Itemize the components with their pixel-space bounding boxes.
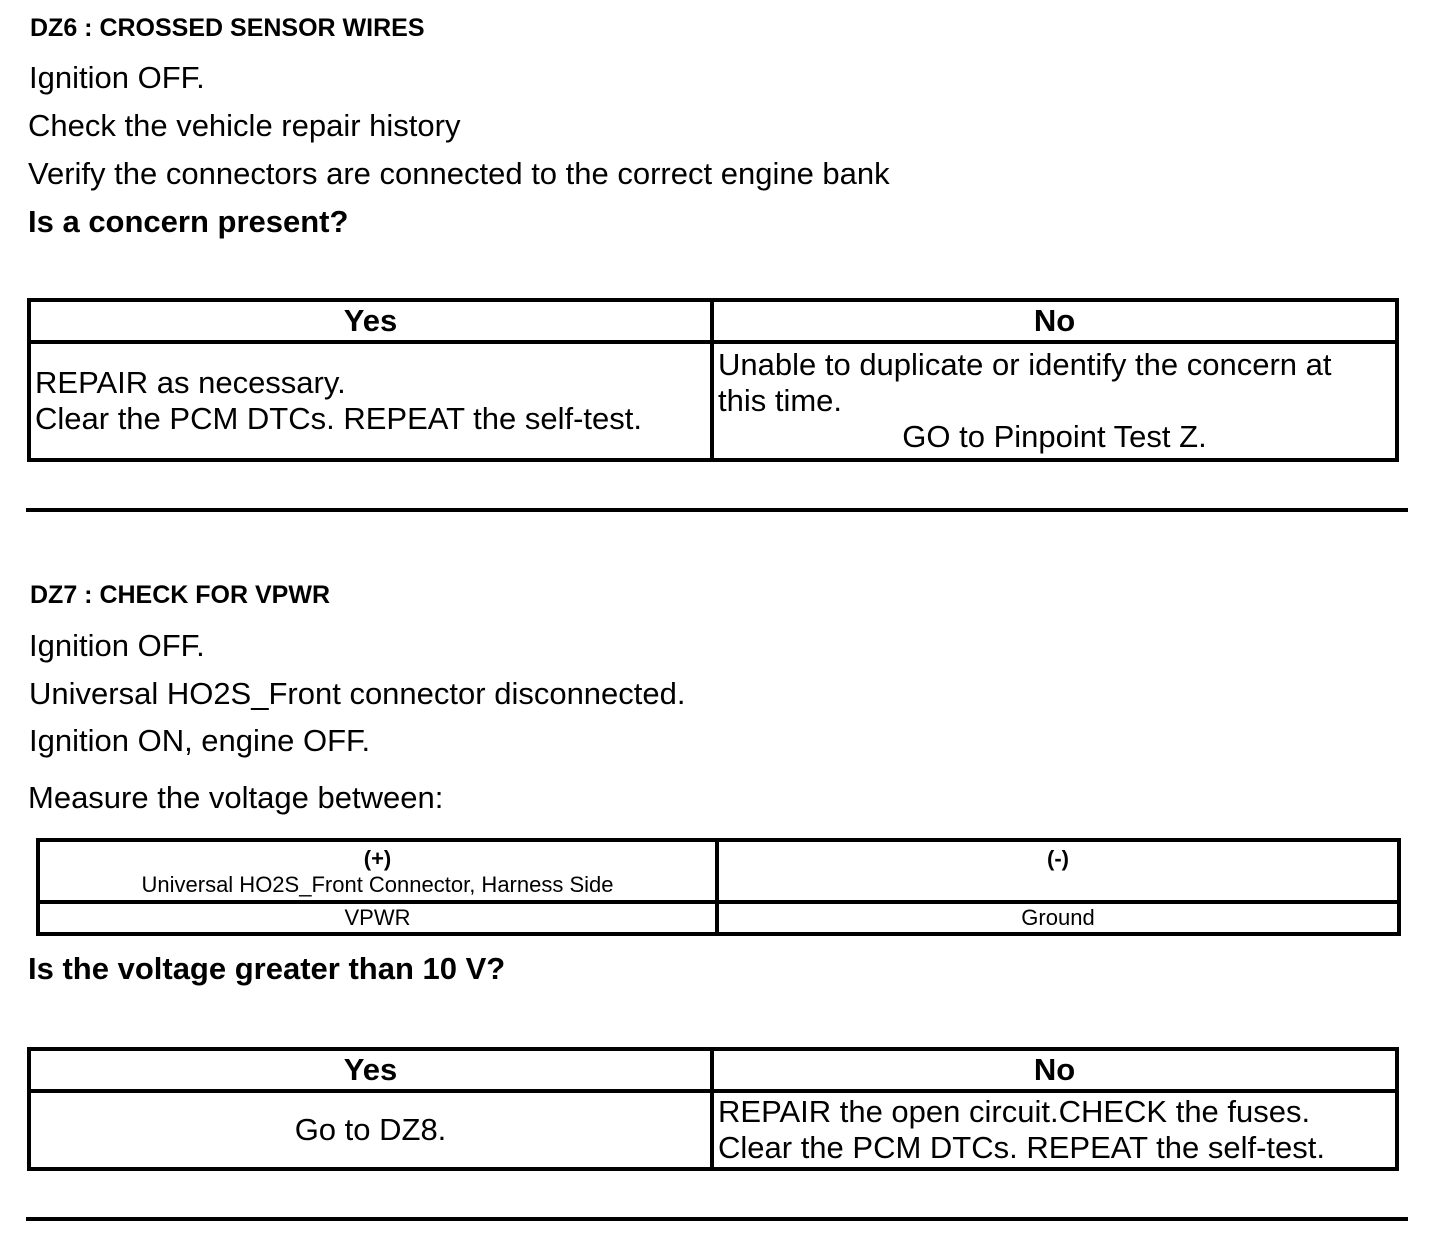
- dz6-yes-cell: [29, 342, 712, 460]
- plus-subheader: Universal HO2S_Front Connector, Harness Side: [141, 872, 614, 897]
- dz6-yes-line-2: Clear the PCM DTCs. REPEAT the self-test.: [35, 401, 642, 436]
- minus-terminal-cell: [717, 840, 1399, 902]
- dz7-step-3: Ignition ON, engine OFF.: [29, 723, 371, 758]
- dz6-yes-header: Yes: [29, 300, 712, 342]
- dz7-title: DZ7 : CHECK FOR VPWR: [30, 581, 330, 609]
- dz6-no-line-2: this time.: [718, 383, 843, 418]
- minus-value: Ground: [717, 902, 1399, 934]
- dz6-no-line-1: Unable to duplicate or identify the concern at: [718, 347, 1332, 382]
- section-divider-2: [26, 1217, 1408, 1221]
- dz7-no-cell: [712, 1091, 1397, 1169]
- dz6-step-3: Verify the connectors are connected to the correct engine bank: [28, 156, 890, 191]
- section-divider-1: [26, 508, 1408, 512]
- dz6-decision-table: [27, 298, 1399, 462]
- dz7-no-line-1: REPAIR the open circuit.CHECK the fuses.: [718, 1094, 1311, 1129]
- dz7-measurement-table: [36, 838, 1401, 936]
- plus-value: VPWR: [38, 902, 717, 934]
- plus-terminal-cell: [38, 840, 717, 902]
- dz7-decision-table: [27, 1047, 1399, 1171]
- dz6-question: Is a concern present?: [28, 204, 349, 239]
- dz7-step-1: Ignition OFF.: [29, 628, 205, 663]
- dz6-no-cell: [712, 342, 1397, 460]
- dz7-measure-label: Measure the voltage between:: [28, 780, 444, 815]
- dz7-step-2: Universal HO2S_Front connector disconnected.: [29, 676, 686, 711]
- dz6-no-line-3: GO to Pinpoint Test Z.: [902, 419, 1207, 454]
- dz6-yes-line-1: REPAIR as necessary.: [35, 365, 346, 400]
- dz7-question: Is the voltage greater than 10 V?: [28, 951, 506, 986]
- dz6-step-1: Ignition OFF.: [29, 60, 205, 95]
- dz7-no-header: No: [712, 1049, 1397, 1091]
- plus-header: (+): [363, 846, 392, 871]
- dz6-title: DZ6 : CROSSED SENSOR WIRES: [30, 14, 425, 42]
- dz7-no-line-2: Clear the PCM DTCs. REPEAT the self-test.: [718, 1130, 1325, 1165]
- dz6-step-2: Check the vehicle repair history: [28, 108, 461, 143]
- minus-header: (-): [1047, 846, 1069, 871]
- dz7-yes-cell: Go to DZ8.: [29, 1091, 712, 1169]
- dz7-yes-header: Yes: [29, 1049, 712, 1091]
- dz6-no-header: No: [712, 300, 1397, 342]
